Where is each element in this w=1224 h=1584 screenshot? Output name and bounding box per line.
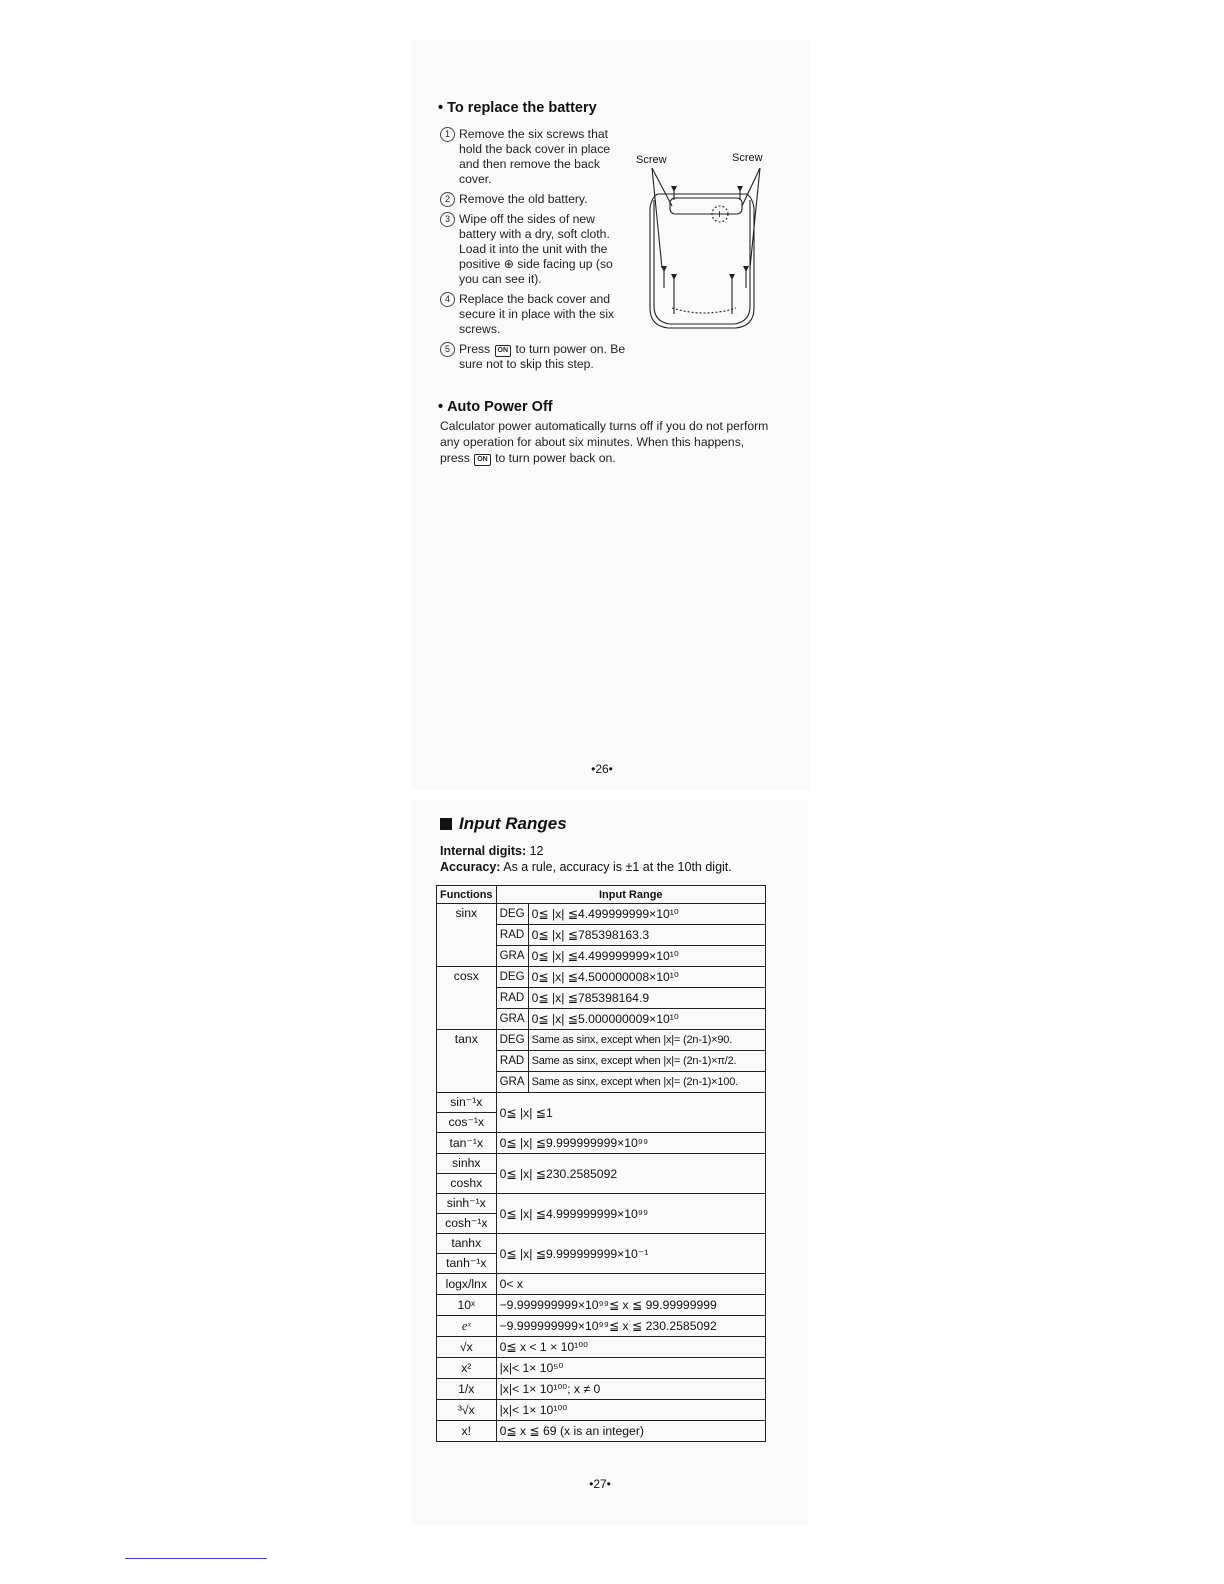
- page-27: [412, 800, 808, 1525]
- table-row: tan⁻¹x 0≦ |x| ≦9.999999999×10⁹⁹: [437, 1133, 766, 1154]
- internal-digits: Internal digits: 12: [440, 844, 544, 858]
- page-26: [412, 40, 810, 790]
- table-row: GRA 0≦ |x| ≦4.499999999×10¹⁰: [437, 946, 766, 967]
- battery-figure: [632, 148, 782, 338]
- auto-power-off-text: Calculator power automatically turns off if you do not perform any operation for about six minutes. When this happens, press ON to turn power back on.: [440, 419, 769, 465]
- table-row: cosx DEG 0≦ |x| ≦4.500000008×10¹⁰: [437, 967, 766, 988]
- battery-steps: [440, 127, 628, 377]
- input-ranges-table: [436, 885, 766, 1442]
- step-3: 3 Wipe off the sides of new battery with a dry, soft cloth. Load it into the unit with the positive ⊕ side facing up (so you can see it).: [440, 212, 628, 287]
- screw-label-right: Screw: [732, 152, 763, 164]
- plus-symbol: +: [716, 207, 724, 221]
- table-row: logx/lnx 0< x: [437, 1274, 766, 1295]
- table-row: x! 0≦ x ≦ 69 (x is an integer): [437, 1421, 766, 1442]
- table-row: ³√x |x|< 1× 10¹⁰⁰: [437, 1400, 766, 1421]
- fn-cosx: cosx: [437, 967, 497, 1030]
- table-row: eˣ −9.999999999×10⁹⁹≦ x ≦ 230.2585092: [437, 1316, 766, 1337]
- fn-asin-acos: sin⁻¹x cos⁻¹x: [437, 1093, 497, 1133]
- step-4: 4 Replace the back cover and secure it in place with the six screws.: [440, 292, 628, 337]
- table-row: sinx DEG 0≦ |x| ≦4.499999999×10¹⁰: [437, 904, 766, 925]
- fn-sinh-cosh: sinhx coshx: [437, 1154, 497, 1194]
- table-row: GRA Same as sinx, except when |x|= (2n-1)×100.: [437, 1072, 766, 1093]
- on-key-icon: ON: [495, 345, 512, 357]
- square-bullet-icon: [440, 818, 452, 830]
- input-range-header: Input Range: [496, 886, 765, 904]
- step-2: 2 Remove the old battery.: [440, 192, 628, 207]
- table-header-row: [437, 886, 766, 904]
- table-row: sin⁻¹x cos⁻¹x 0≦ |x| ≦1: [437, 1093, 766, 1133]
- page-number-27: •27•: [589, 1477, 611, 1491]
- input-ranges-title: Input Ranges: [440, 814, 567, 834]
- page-number-26: •26•: [591, 762, 613, 776]
- table-row: tanhx tanh⁻¹x 0≦ |x| ≦9.999999999×10⁻¹: [437, 1234, 766, 1274]
- on-key-icon: ON: [474, 454, 491, 466]
- fn-sinx: sinx: [437, 904, 497, 967]
- fn-asinh-acosh: sinh⁻¹x cosh⁻¹x: [437, 1194, 497, 1234]
- table-row: tanx DEG Same as sinx, except when |x|= (2n-1)×90.: [437, 1030, 766, 1051]
- table-row: √x 0≦ x < 1 × 10¹⁰⁰: [437, 1337, 766, 1358]
- fn-tanx: tanx: [437, 1030, 497, 1093]
- table-row: GRA 0≦ |x| ≦5.000000009×10¹⁰: [437, 1009, 766, 1030]
- table-row: 10ˣ −9.999999999×10⁹⁹≦ x ≦ 99.99999999: [437, 1295, 766, 1316]
- calculator-back-icon: [632, 148, 782, 338]
- step-5: 5 Press ON to turn power on. Be sure not to skip this step.: [440, 342, 628, 372]
- fn-tanh-atanh: tanhx tanh⁻¹x: [437, 1234, 497, 1274]
- auto-power-off-heading: • Auto Power Off: [438, 399, 553, 415]
- table-row: RAD 0≦ |x| ≦785398163.3: [437, 925, 766, 946]
- table-row: 1/x |x|< 1× 10¹⁰⁰; x ≠ 0: [437, 1379, 766, 1400]
- screw-label-left: Screw: [636, 154, 667, 166]
- table-row: sinh⁻¹x cosh⁻¹x 0≦ |x| ≦4.999999999×10⁹⁹: [437, 1194, 766, 1234]
- footnote-rule: [125, 1558, 267, 1559]
- functions-header: Functions: [437, 886, 497, 904]
- table-row: RAD 0≦ |x| ≦785398164.9: [437, 988, 766, 1009]
- table-row: sinhx coshx 0≦ |x| ≦230.2585092: [437, 1154, 766, 1194]
- table-row: RAD Same as sinx, except when |x|= (2n-1)×π/2.: [437, 1051, 766, 1072]
- battery-heading: • To replace the battery: [438, 100, 597, 116]
- accuracy: Accuracy: As a rule, accuracy is ±1 at the 10th digit.: [440, 860, 732, 874]
- table-row: x² |x|< 1× 10⁵⁰: [437, 1358, 766, 1379]
- step-1: 1 Remove the six screws that hold the back cover in place and then remove the back cover.: [440, 127, 628, 187]
